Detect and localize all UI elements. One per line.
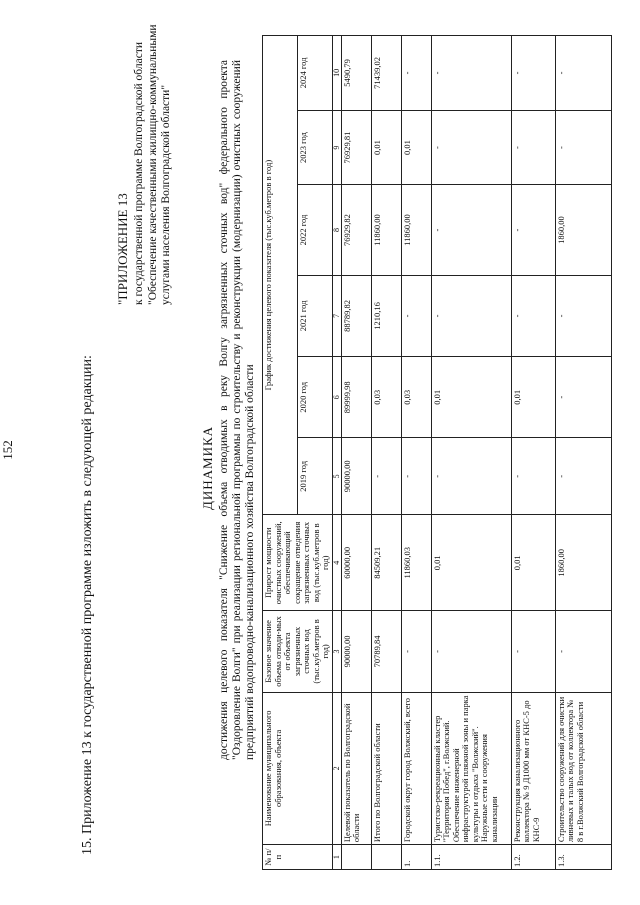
column-number: 1 xyxy=(332,845,341,870)
row-name: Целевой показатель по Волгоградской области xyxy=(341,692,371,845)
header-year: 2020 год xyxy=(297,357,332,438)
appendix-label: "ПРИЛОЖЕНИЕ 13 xyxy=(115,193,130,305)
value-2023: 0,01 xyxy=(371,110,401,185)
row-name: Строительство сооружений для очистки ливневых и талых вод от коллектора № 8 в г.Волжский Волгоградской области xyxy=(555,692,611,845)
base-value: 90000,00 xyxy=(341,611,371,692)
table-row xyxy=(401,36,431,870)
value-2020: 0,03 xyxy=(401,357,431,438)
increase-value: 0,01 xyxy=(511,515,555,611)
value-2019: - xyxy=(511,438,555,515)
value-2020: 0,01 xyxy=(511,357,555,438)
header-year: 2022 год xyxy=(297,185,332,275)
value-2021: - xyxy=(555,275,611,356)
increase-value: 1860,00 xyxy=(555,515,611,611)
base-value: 70789,84 xyxy=(371,611,401,692)
table-row xyxy=(511,36,555,870)
header-schedule: График достижения целевого показателя (тыс.куб.метров в год) xyxy=(263,36,298,515)
value-2020: 89999,98 xyxy=(341,357,371,438)
increase-value: 11860,03 xyxy=(401,515,431,611)
value-2021: 88789,82 xyxy=(341,275,371,356)
value-2023: 76929,81 xyxy=(341,110,371,185)
document-description: достижения целевого показателя "Снижение объема отводимых в реку Волгу загрязненных сточных вод" федерального проекта "Оздоровление Волги" при реализации региональной программы по строительству и реконструкции (модернизации) очистных сооружений предприятий водопроводно-канализационного хозяйства Волгоградской области xyxy=(218,60,256,760)
value-2019: - xyxy=(431,438,511,515)
increase-value: 60000,00 xyxy=(341,515,371,611)
row-name: Туристско-рекреационный кластер "Территория Побед", г.Волжский. Обеспечение инженерной инфраструктурой пляжной зоны и парка культуры и отдыха "Волжский". Наружные сети и сооружения канализации xyxy=(431,692,511,845)
column-number: 7 xyxy=(332,275,341,356)
row-name: Итого по Волгоградской области xyxy=(371,692,401,845)
header-base: Базовое значение объема отводи-мых от объекта загрязненных сточных вод (тыс.куб.метров в год) xyxy=(263,611,333,692)
page-number: 152 xyxy=(0,440,15,460)
header-year: 2024 год xyxy=(297,36,332,111)
value-2023: - xyxy=(431,110,511,185)
value-2023: 0,01 xyxy=(401,110,431,185)
header-name: Наименование муниципального образования, объекта xyxy=(263,692,333,845)
row-number xyxy=(371,845,401,870)
value-2019: - xyxy=(401,438,431,515)
value-2024: 5490,79 xyxy=(341,36,371,111)
value-2022: - xyxy=(431,185,511,275)
table-row xyxy=(341,36,371,870)
column-number: 8 xyxy=(332,185,341,275)
table-row xyxy=(555,36,611,870)
value-2021: - xyxy=(401,275,431,356)
value-2024: - xyxy=(555,36,611,111)
column-number: 5 xyxy=(332,438,341,515)
base-value: - xyxy=(555,611,611,692)
row-number: 1. xyxy=(401,845,431,870)
column-number: 6 xyxy=(332,357,341,438)
column-number: 9 xyxy=(332,110,341,185)
header-year: 2019 год xyxy=(297,438,332,515)
table-row xyxy=(371,36,401,870)
column-number: 2 xyxy=(332,692,341,845)
value-2022: 11860,00 xyxy=(371,185,401,275)
document-title: ДИНАМИКА xyxy=(200,425,215,510)
header-year: 2023 год xyxy=(297,110,332,185)
header-increase: Прирост мощности очистных сооружений, обеспечивающий сокращение отведения загрязненных сточных вод (тыс.куб.метров в год) xyxy=(263,515,333,611)
column-number-row xyxy=(332,36,341,870)
value-2024: 71439,02 xyxy=(371,36,401,111)
value-2020: - xyxy=(555,357,611,438)
value-2019: 90000,00 xyxy=(341,438,371,515)
base-value: - xyxy=(431,611,511,692)
row-number: 1.3. xyxy=(555,845,611,870)
value-2022: 76929,82 xyxy=(341,185,371,275)
header-year: 2021 год xyxy=(297,275,332,356)
value-2020: 0,03 xyxy=(371,357,401,438)
increase-value: 0,01 xyxy=(431,515,511,611)
dynamics-table xyxy=(262,35,612,870)
value-2023: - xyxy=(511,110,555,185)
value-2021: - xyxy=(511,275,555,356)
table-body xyxy=(341,36,611,870)
value-2023: - xyxy=(555,110,611,185)
appendix-subtitle: к государственной программе Волгоградской области "Обеспечение качественными жилищно-коммунальными услугами населения Волгоградской области" xyxy=(133,24,172,305)
section-heading: 15. Приложение 13 к государственной программе изложить в следующей редакции: xyxy=(80,355,95,855)
row-name: Реконструкция канализационного коллектора № 9 Д1000 мм от КНС-5 до КНС-9 xyxy=(511,692,555,845)
row-number: 1.1. xyxy=(431,845,511,870)
value-2024: - xyxy=(401,36,431,111)
value-2024: - xyxy=(431,36,511,111)
base-value: - xyxy=(401,611,431,692)
row-number xyxy=(341,845,371,870)
row-number: 1.2. xyxy=(511,845,555,870)
value-2021: - xyxy=(431,275,511,356)
value-2024: - xyxy=(511,36,555,111)
value-2020: 0,01 xyxy=(431,357,511,438)
row-name: Городской округ город Волжский, всего xyxy=(401,692,431,845)
column-number: 3 xyxy=(332,611,341,692)
column-number: 4 xyxy=(332,515,341,611)
header-num: № п/п xyxy=(263,845,333,870)
increase-value: 84509,21 xyxy=(371,515,401,611)
base-value: - xyxy=(511,611,555,692)
value-2022: 1860,00 xyxy=(555,185,611,275)
value-2022: - xyxy=(511,185,555,275)
value-2021: 1210,16 xyxy=(371,275,401,356)
column-number: 10 xyxy=(332,36,341,111)
table-row xyxy=(431,36,511,870)
value-2022: 11860,00 xyxy=(401,185,431,275)
value-2019: - xyxy=(555,438,611,515)
value-2019: - xyxy=(371,438,401,515)
